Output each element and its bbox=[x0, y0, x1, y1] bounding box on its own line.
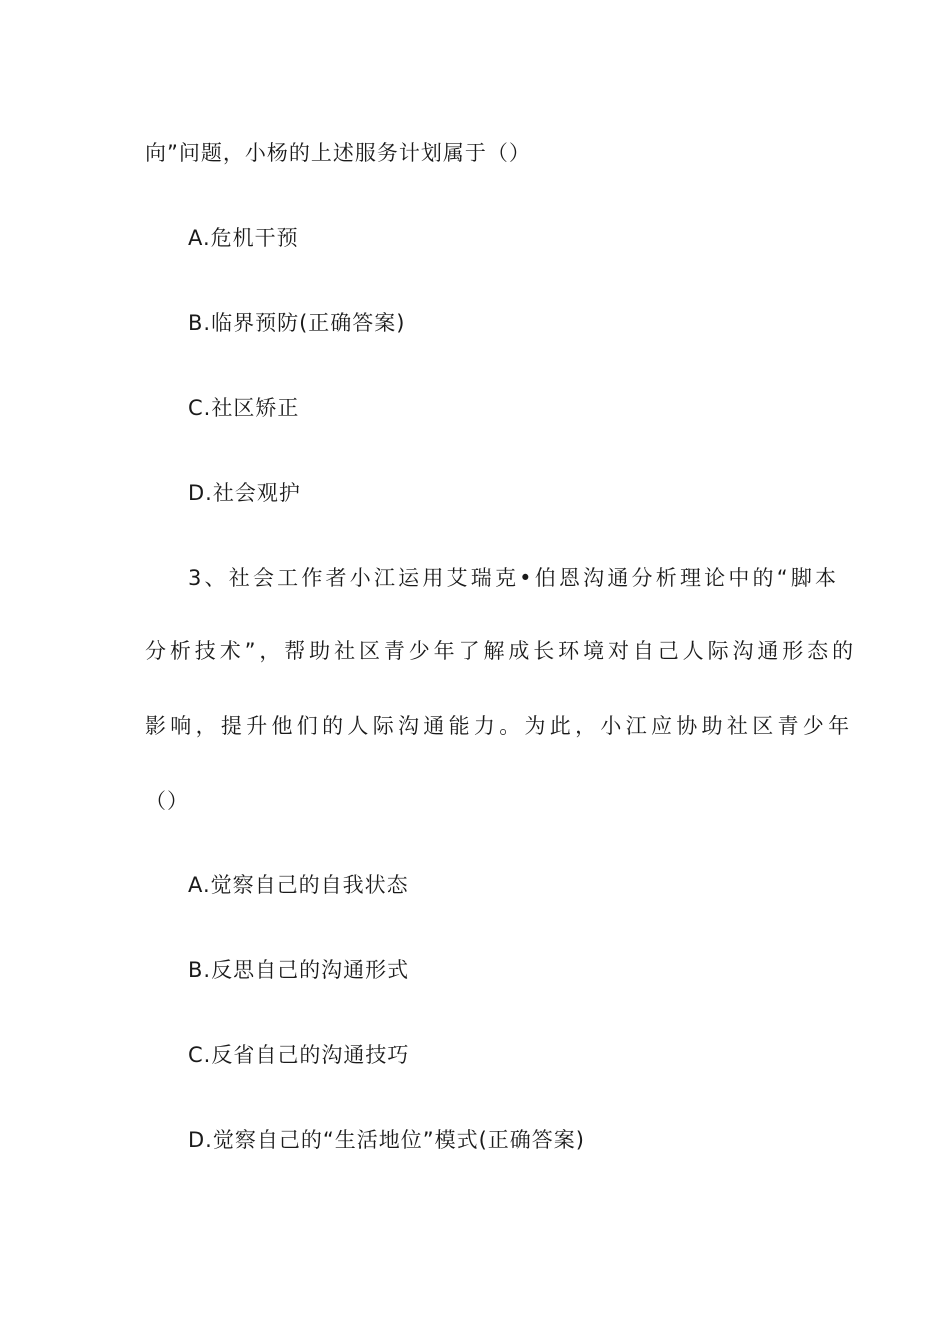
question-2-option-b: B.临界预防(正确答案) bbox=[188, 311, 406, 335]
question-3-text-line-1: 3、社会工作者小江运用艾瑞克•伯恩沟通分析理论中的“脚本 bbox=[188, 566, 840, 590]
question-3-text-line-4: （） bbox=[145, 789, 189, 813]
question-2-option-c: C.社区矫正 bbox=[188, 396, 300, 420]
question-3-option-b: B.反思自己的沟通形式 bbox=[188, 958, 410, 982]
question-2-option-d: D.社会观护 bbox=[188, 481, 301, 505]
question-3-option-d: D.觉察自己的“生活地位”模式(正确答案) bbox=[188, 1128, 585, 1152]
question-3-text-line-3: 影响，提升他们的人际沟通能力。为此，小江应协助社区青少年 bbox=[145, 714, 854, 738]
question-3-option-c: C.反省自己的沟通技巧 bbox=[188, 1043, 410, 1067]
question-2-option-a: A.危机干预 bbox=[188, 226, 299, 250]
question-3-text-line-2: 分析技术”，帮助社区青少年了解成长环境对自己人际沟通形态的 bbox=[145, 639, 857, 663]
question-2-text-continuation: 向”问题，小杨的上述服务计划属于（） bbox=[145, 141, 531, 165]
question-3-option-a: A.觉察自己的自我状态 bbox=[188, 873, 409, 897]
